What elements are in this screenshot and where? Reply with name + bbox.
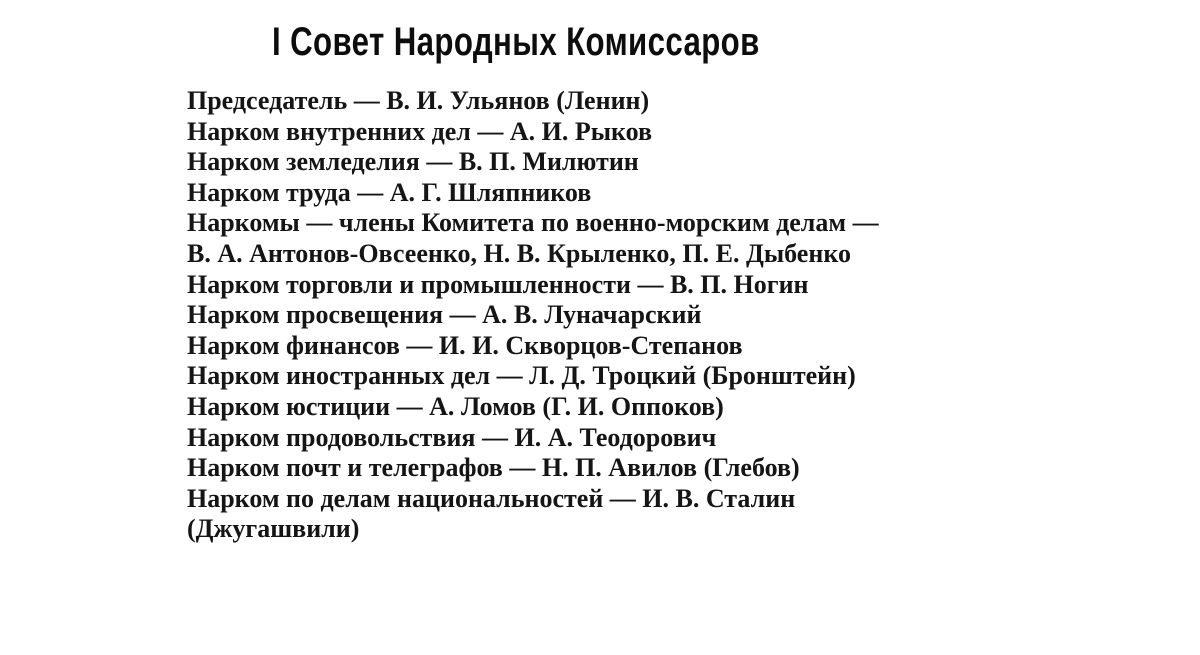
list-line: Наркомы — члены Комитета по военно-морским делам — — [187, 208, 879, 238]
list-line: Нарком почт и телеграфов — Н. П. Авилов (Глебов) — [187, 453, 800, 483]
list-line: Нарком продовольствия — И. А. Теодорович — [187, 422, 717, 452]
list-line: Нарком торговли и промышленности — В. П. Ногин — [187, 269, 809, 299]
commissars-list — [187, 86, 987, 545]
document-title: I Совет Народных Комиссаров — [272, 20, 760, 64]
list-line: Нарком иностранных дел — Л. Д. Троцкий (Бронштейн) — [187, 361, 856, 391]
list-line: Нарком земледелия — В. П. Милютин — [187, 147, 639, 177]
list-line: Нарком юстиции — А. Ломов (Г. И. Оппоков) — [187, 391, 724, 421]
list-line: В. А. Антонов-Овсеенко, Н. В. Крыленко, П. Е. Дыбенко — [187, 238, 851, 268]
list-line: Нарком внутренних дел — А. И. Рыков — [187, 116, 653, 146]
list-line: Нарком труда — А. Г. Шляпников — [187, 177, 592, 207]
list-line: Нарком по делам национальностей — И. В. Сталин — [187, 483, 796, 513]
list-line: (Джугашвили) — [187, 514, 360, 544]
list-line: Нарком просвещения — А. В. Луначарский — [187, 300, 702, 330]
list-line: Председатель — В. И. Ульянов (Ленин) — [187, 86, 650, 115]
list-line: Нарком финансов — И. И. Скворцов-Степанов — [187, 330, 743, 360]
